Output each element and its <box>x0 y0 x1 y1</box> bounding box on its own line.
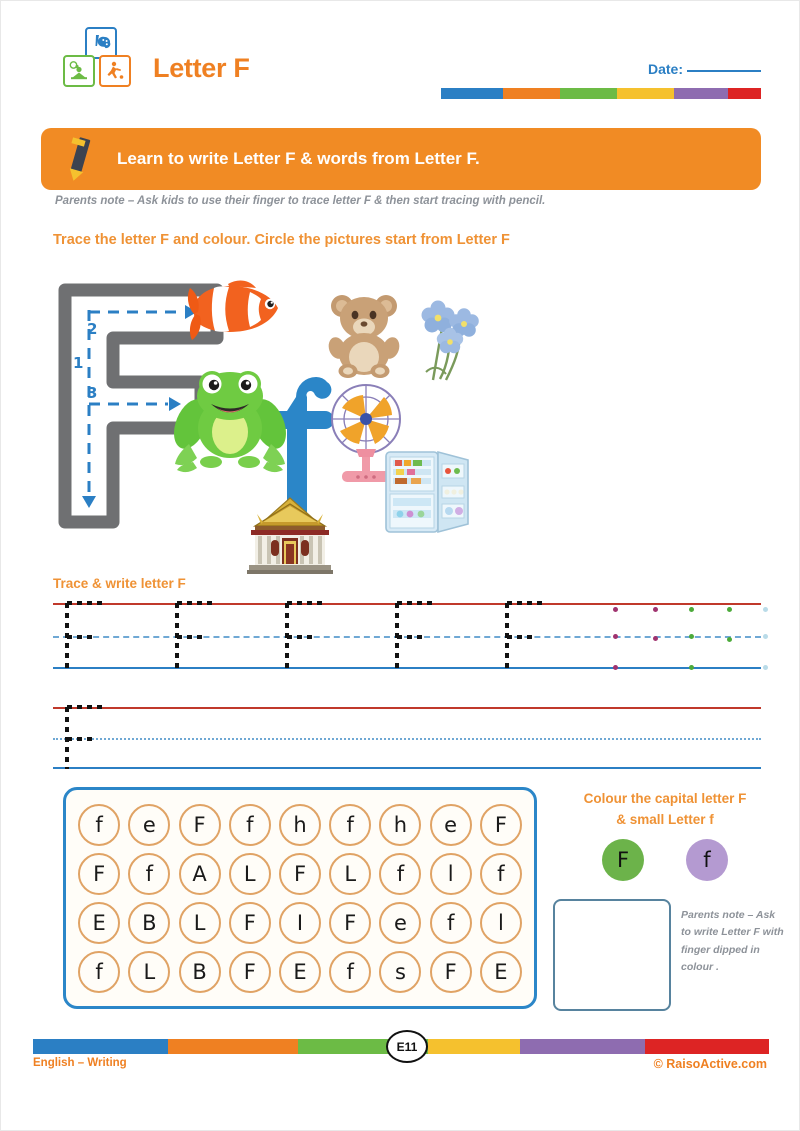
letter-circle[interactable]: l <box>480 902 522 944</box>
dashed-letter-f-3[interactable] <box>283 599 341 673</box>
letter-circle[interactable]: F <box>430 951 472 993</box>
dashed-letter-f-5[interactable] <box>503 599 561 673</box>
letter-circle[interactable]: s <box>379 951 421 993</box>
stroke-number-1: 1 <box>73 354 84 372</box>
footer-subject: English – Writing <box>33 1057 127 1069</box>
letter-circle[interactable]: e <box>379 902 421 944</box>
stroke-number-3: 3 <box>87 384 98 402</box>
letter-circle[interactable]: f <box>78 951 120 993</box>
guide-dot <box>727 607 732 612</box>
letter-circle[interactable]: F <box>229 902 271 944</box>
parents-note-right: Parents note – Ask to write Letter F with finger dipped in colour . <box>681 909 784 973</box>
letter-circle[interactable]: L <box>229 853 271 895</box>
colorbar-segment-purple <box>674 88 728 99</box>
guide-dot <box>763 665 768 670</box>
letter-circle[interactable]: F <box>329 902 371 944</box>
letter-circle[interactable]: F <box>480 804 522 846</box>
teacher-icon <box>63 55 95 87</box>
temple-picture[interactable] <box>241 496 339 576</box>
guide-dot <box>613 634 618 639</box>
worksheet-code-badge: E11 <box>386 1030 428 1063</box>
letter-circle[interactable]: f <box>430 902 472 944</box>
letter-circle[interactable]: h <box>379 804 421 846</box>
letter-circle[interactable]: E <box>279 951 321 993</box>
letter-circle[interactable]: f <box>78 804 120 846</box>
trace-and-pictures-area <box>41 266 761 576</box>
parents-note-top: Parents note – Ask kids to use their finger to trace letter F & then start tracing with pencil. <box>55 195 546 207</box>
guide-dot <box>763 634 768 639</box>
letter-circle[interactable]: F <box>229 951 271 993</box>
letter-circle[interactable]: f <box>128 853 170 895</box>
dashed-letter-f-1[interactable] <box>63 599 121 673</box>
header-colorbar <box>441 88 761 99</box>
trace-row-2[interactable] <box>53 707 761 769</box>
dashed-letter-f-4[interactable] <box>393 599 451 673</box>
colour-title-line1: Colour the capital letter F <box>583 791 747 806</box>
footer-colorbar-segment-orange <box>168 1039 298 1054</box>
letter-circle[interactable]: B <box>128 902 170 944</box>
guide-dot <box>613 665 618 670</box>
page-title: Letter F <box>153 53 250 83</box>
colorbar-segment-blue <box>441 88 503 99</box>
letter-circle[interactable]: h <box>279 804 321 846</box>
footer-colorbar-segment-purple <box>520 1039 644 1054</box>
letter-circle[interactable]: f <box>329 951 371 993</box>
letter-grid-row <box>74 800 526 849</box>
running-child-icon <box>99 55 131 87</box>
letter-circle[interactable]: f <box>379 853 421 895</box>
pencil-icon <box>59 135 103 183</box>
footer-colorbar-segment-red <box>645 1039 769 1054</box>
letter-circle[interactable]: f <box>480 853 522 895</box>
colorbar-segment-red <box>728 88 761 99</box>
guide-dot <box>689 665 694 670</box>
guide-dot <box>689 607 694 612</box>
frog-picture[interactable] <box>171 366 289 476</box>
fridge-picture[interactable] <box>378 448 474 536</box>
letter-circle[interactable]: F <box>78 853 120 895</box>
footer-colorbar-segment-blue <box>33 1039 168 1054</box>
letter-circle[interactable]: f <box>329 804 371 846</box>
letter-circle[interactable]: L <box>179 902 221 944</box>
letter-circle[interactable]: L <box>128 951 170 993</box>
letter-circle[interactable]: L <box>329 853 371 895</box>
date-field[interactable] <box>648 61 761 77</box>
small-f-colour-circle[interactable]: f <box>686 839 728 881</box>
letter-circle[interactable]: e <box>128 804 170 846</box>
letter-grid-row <box>74 898 526 947</box>
colour-title-line2: & small Letter f <box>616 811 714 827</box>
colorbar-segment-green <box>560 88 617 99</box>
letter-circle[interactable]: E <box>480 951 522 993</box>
trace-instruction: Trace the letter F and colour. Circle the pictures start from Letter F <box>53 232 510 248</box>
lesson-banner <box>41 128 761 190</box>
write-section-label: Trace & write letter F <box>53 576 186 591</box>
letter-circle[interactable]: f <box>229 804 271 846</box>
colorbar-segment-orange <box>503 88 560 99</box>
letter-grid[interactable] <box>63 787 537 1009</box>
finger-paint-box[interactable] <box>553 899 671 1011</box>
letter-circle[interactable]: E <box>78 902 120 944</box>
trace-row-1[interactable] <box>53 603 761 669</box>
fish-picture[interactable] <box>184 274 284 346</box>
letter-circle[interactable]: A <box>179 853 221 895</box>
flowers-picture[interactable] <box>406 286 498 386</box>
logo <box>63 27 145 89</box>
letter-grid-row <box>74 849 526 898</box>
guide-dot <box>689 634 694 639</box>
colorbar-segment-yellow <box>617 88 674 99</box>
letter-circle[interactable]: e <box>430 804 472 846</box>
guide-dot <box>727 637 732 642</box>
date-label: Date: <box>647 61 683 77</box>
dashed-letter-f-row2-1[interactable] <box>63 703 121 773</box>
guide-dot <box>653 636 658 641</box>
colour-circles <box>549 839 781 881</box>
guide-dot <box>653 607 658 612</box>
letter-circle[interactable]: I <box>279 902 321 944</box>
banner-text: Learn to write Letter F & words from Letter F. <box>117 149 480 168</box>
footer-copyright: © RaisoActive.com <box>653 1057 767 1071</box>
dashed-letter-f-2[interactable] <box>173 599 231 673</box>
colour-panel-title <box>549 789 781 831</box>
teddy-bear-picture[interactable] <box>324 288 406 378</box>
letter-circle[interactable]: F <box>279 853 321 895</box>
footer-colorbar-segment-yellow <box>428 1039 520 1054</box>
letter-grid-row <box>74 947 526 996</box>
guide-dot <box>613 607 618 612</box>
letter-circle[interactable]: B <box>179 951 221 993</box>
letter-circle[interactable]: l <box>430 853 472 895</box>
guide-dot <box>763 607 768 612</box>
capital-f-colour-circle[interactable]: F <box>602 839 644 881</box>
page-header <box>1 1 800 116</box>
stroke-number-2: 2 <box>87 320 98 338</box>
date-blank-line[interactable] <box>687 70 761 72</box>
letter-circle[interactable]: F <box>179 804 221 846</box>
